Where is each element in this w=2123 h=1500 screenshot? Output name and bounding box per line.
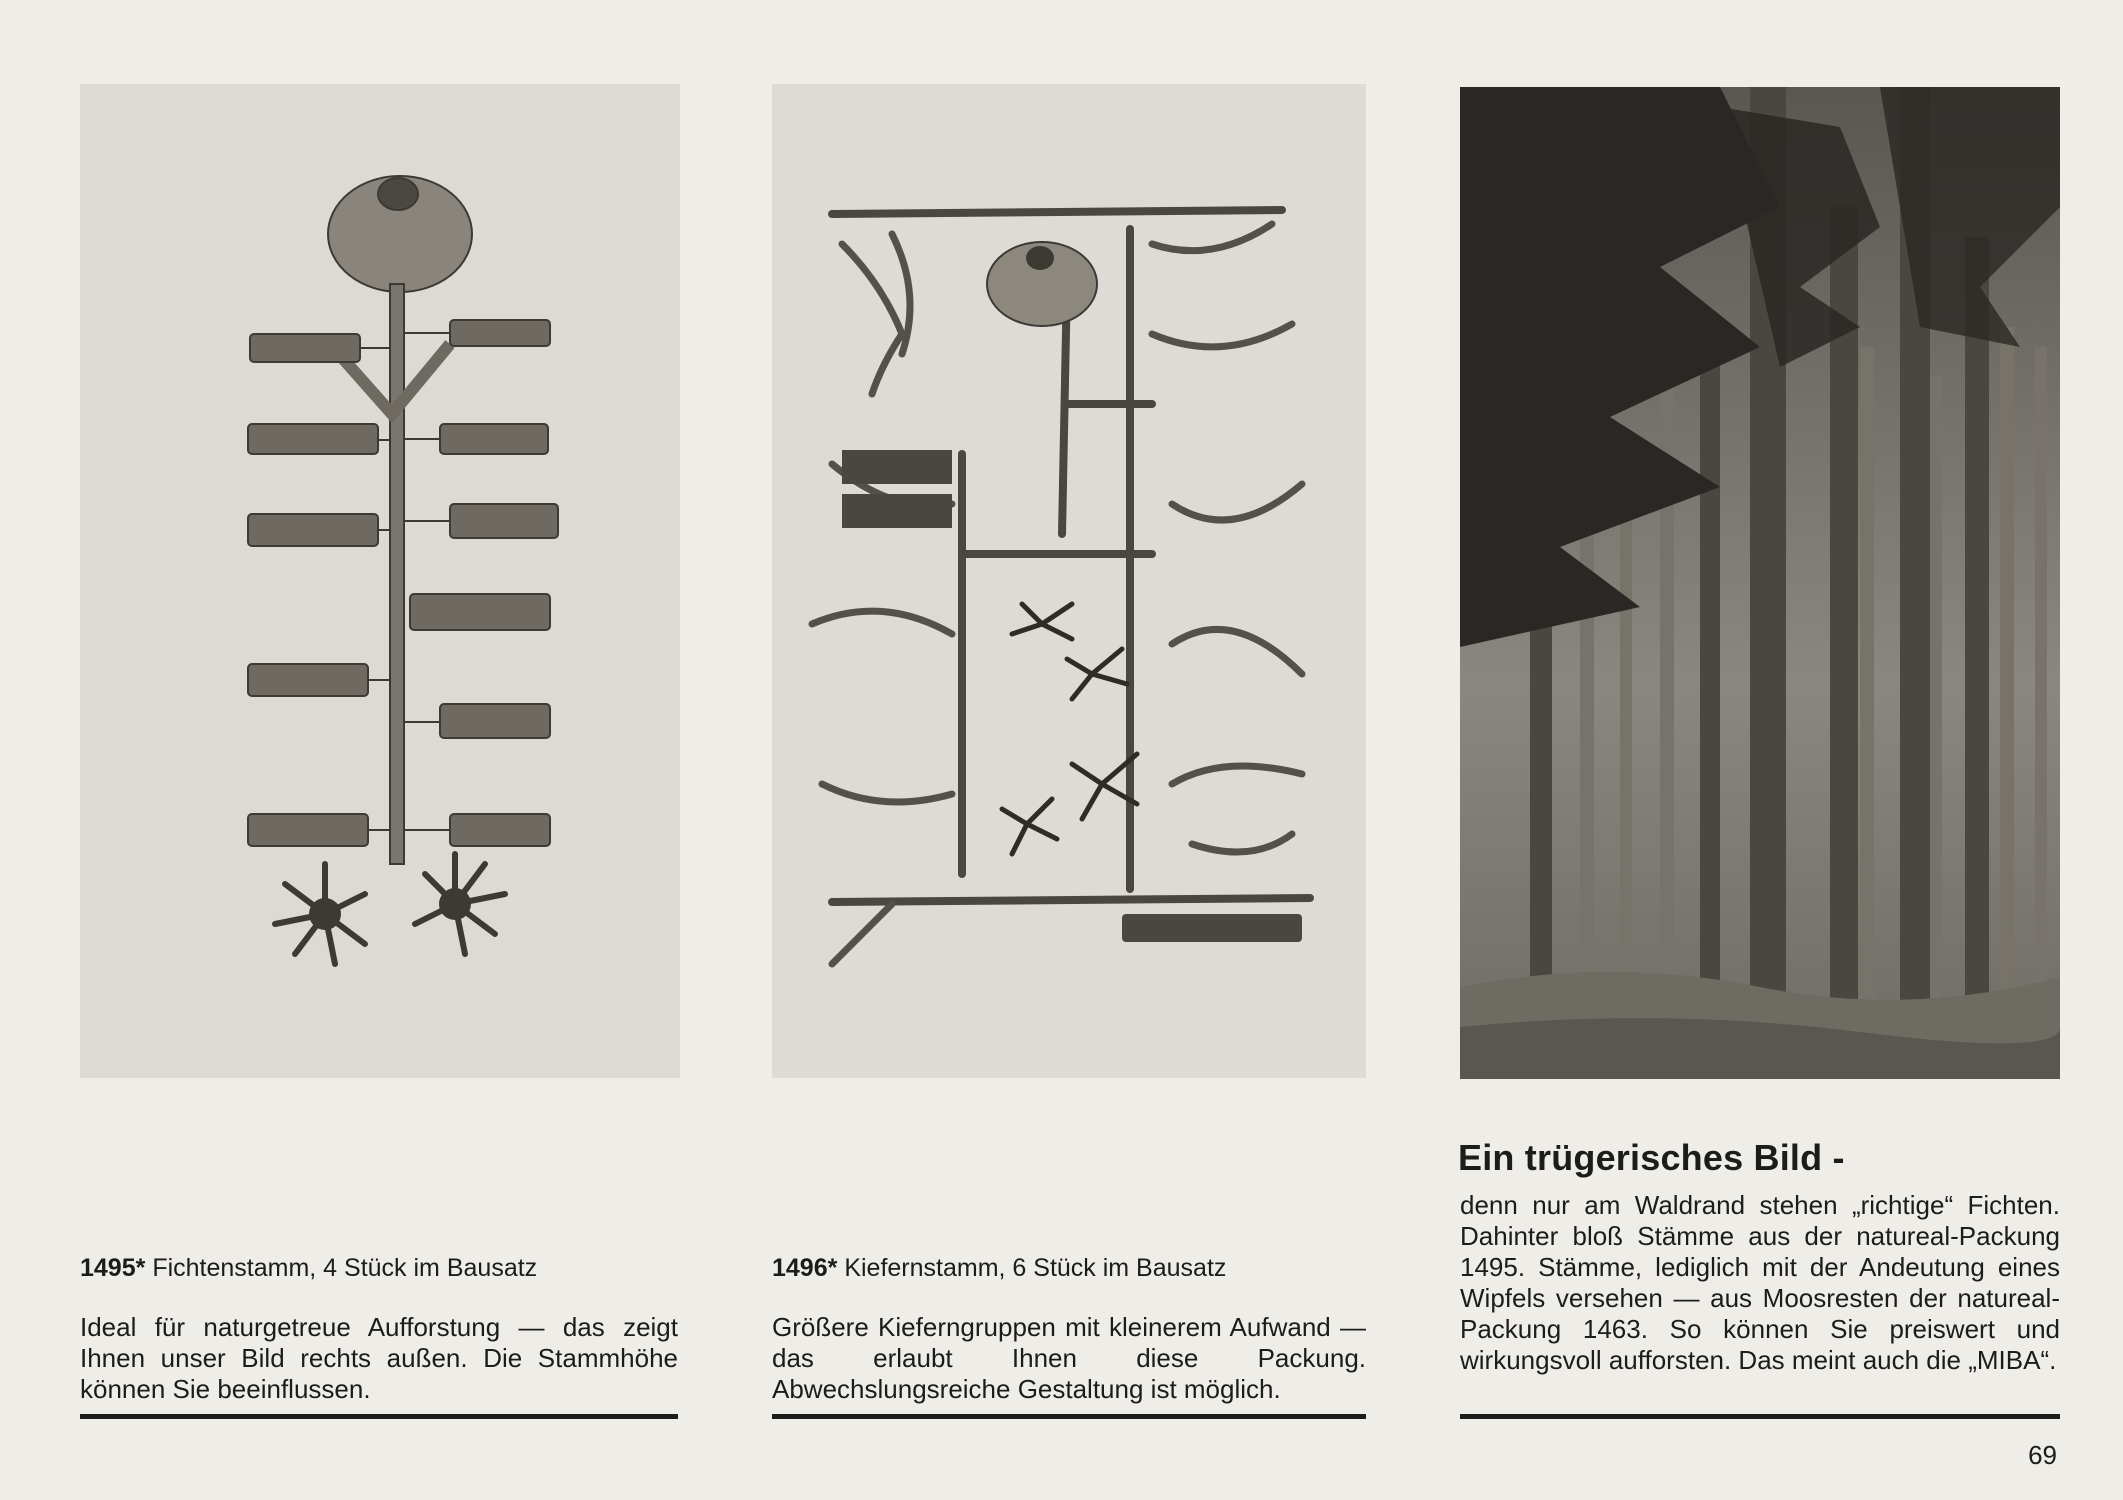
product-title: Fichtenstamm, 4 Stück im Bausatz [152,1254,538,1282]
divider-rule [772,1414,1366,1419]
page-number: 69 [2028,1440,2057,1470]
spruce-kit-photo [80,84,680,1078]
feature-text: denn nur am Waldrand stehen „richtige“ Fichten. Dahinter bloß Stämme aus der natureal-Packung 1495. Stämme, lediglich mit der Andeutung eines Wipfels versehen — aus Moosresten der natureal-Packung 1463. So können Sie preiswert und wirkungsvoll aufforsten. Das meint auch die „MIBA“. [1460,1190,2060,1375]
product-number: 1495* [80,1254,146,1282]
product-title: Kiefernstamm, 6 Stück im Bausatz [844,1254,1227,1282]
product-caption-1496 [772,1252,1366,1284]
feature-headline: Ein trügerisches Bild - [1458,1137,1845,1178]
product-number: 1496* [772,1254,838,1282]
product-caption-1495 [80,1252,680,1284]
product-description-1495: Ideal für naturgetreue Aufforstung — das zeigt Ihnen unser Bild rechts außen. Die Stammhöhe können Sie beeinflussen. [80,1312,678,1404]
pine-kit-photo [772,84,1366,1078]
divider-rule [80,1414,678,1419]
product-description-1496: Größere Kieferngruppen mit kleinerem Aufwand — das erlaubt Ihnen diese Packung. Abwechslungsreiche Gestaltung ist möglich. [772,1312,1366,1404]
forest-photo [1460,87,2060,1079]
divider-rule [1460,1414,2060,1419]
